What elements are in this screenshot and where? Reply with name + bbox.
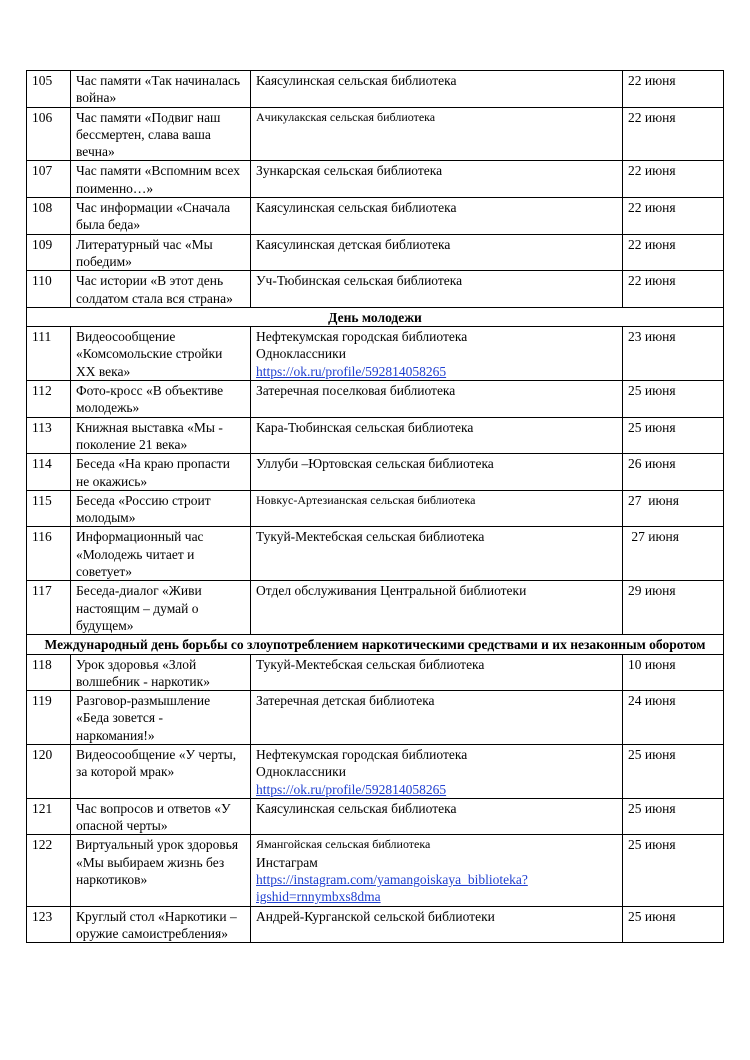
event-date: 25 июня <box>623 798 724 835</box>
row-number: 112 <box>27 381 71 418</box>
table-row <box>27 198 724 235</box>
venue-name: Каясулинская сельская библиотека <box>256 200 457 216</box>
event-venue-cell <box>251 581 623 635</box>
row-number: 114 <box>27 454 71 491</box>
table-row <box>27 417 724 454</box>
table-row <box>27 835 724 906</box>
event-date: 22 июня <box>623 107 724 161</box>
venue-name: Новкус-Артезианская сельская библиотека <box>256 492 476 507</box>
event-date: 22 июня <box>623 271 724 308</box>
event-venue-cell <box>251 107 623 161</box>
event-venue-cell <box>251 654 623 691</box>
venue-name: Нефтекумская городская библиотека <box>256 329 468 345</box>
event-title: Беседа «На краю пропасти не окажись» <box>71 454 251 491</box>
event-venue-cell <box>251 381 623 418</box>
row-number: 113 <box>27 417 71 454</box>
table-row <box>27 490 724 527</box>
section-heading-row <box>27 307 724 326</box>
event-date: 26 июня <box>623 454 724 491</box>
event-date: 25 июня <box>623 835 724 906</box>
venue-platform: Одноклассники <box>256 346 346 362</box>
table-row <box>27 798 724 835</box>
section-heading: Международный день борьбы со злоупотреблением наркотическими средствами и их незаконным оборотом <box>27 635 724 654</box>
row-number: 119 <box>27 691 71 745</box>
events-table-body <box>27 71 724 943</box>
venue-name: Затеречная поселковая библиотека <box>256 383 456 399</box>
venue-name: Зункарская сельская библиотека <box>256 163 443 179</box>
table-row <box>27 107 724 161</box>
event-date: 22 июня <box>623 161 724 198</box>
event-title: Час истории «В этот день солдатом стала вся страна» <box>71 271 251 308</box>
row-number: 105 <box>27 71 71 108</box>
event-title: Видеосообщение «Комсомольские стройки XX века» <box>71 327 251 381</box>
event-date: 22 июня <box>623 198 724 235</box>
event-title: Разговор-размышление «Беда зовется - наркомания!» <box>71 691 251 745</box>
table-row <box>27 691 724 745</box>
event-title: Фото-кросс «В объективе молодежь» <box>71 381 251 418</box>
event-date: 25 июня <box>623 417 724 454</box>
row-number: 118 <box>27 654 71 691</box>
venue-name: Каясулинская сельская библиотека <box>256 73 457 88</box>
venue-link[interactable]: https://ok.ru/profile/592814058265 <box>256 363 447 379</box>
event-venue-cell <box>251 527 623 581</box>
event-title: Беседа «Россию строит молодым» <box>71 490 251 527</box>
section-heading: День молодежи <box>27 307 724 326</box>
event-venue-cell <box>251 798 623 835</box>
event-title: Час вопросов и ответов «У опасной черты» <box>71 798 251 835</box>
row-number: 122 <box>27 835 71 906</box>
table-row <box>27 271 724 308</box>
venue-name: Уллуби –Юртовская сельская библиотека <box>256 456 494 472</box>
table-row <box>27 654 724 691</box>
row-number: 110 <box>27 271 71 308</box>
venue-name: Ачикулакская сельская библиотека <box>256 109 436 124</box>
row-number: 116 <box>27 527 71 581</box>
event-title: Видеосообщение «У черты, за которой мрак» <box>71 744 251 798</box>
event-venue-cell <box>251 835 623 906</box>
event-title: Час информации «Сначала была беда» <box>71 198 251 235</box>
venue-name: Отдел обслуживания Центральной библиотеки <box>256 583 527 599</box>
table-row <box>27 454 724 491</box>
row-number: 107 <box>27 161 71 198</box>
event-venue-cell <box>251 454 623 491</box>
venue-name: Нефтекумская городская библиотека <box>256 746 468 762</box>
venue-name: Затеречная детская библиотека <box>256 693 435 709</box>
event-title: Книжная выставка «Мы - поколение 21 века» <box>71 417 251 454</box>
event-venue-cell <box>251 691 623 745</box>
row-number: 111 <box>27 327 71 381</box>
event-title: Литературный час «Мы победим» <box>71 234 251 271</box>
table-row <box>27 744 724 798</box>
venue-name: Кара-Тюбинская сельская библиотека <box>256 419 474 435</box>
event-venue-cell <box>251 327 623 381</box>
venue-name: Тукуй-Мектебская сельская библиотека <box>256 656 485 672</box>
row-number: 109 <box>27 234 71 271</box>
event-venue-cell <box>251 744 623 798</box>
event-venue-cell <box>251 71 623 108</box>
event-title: Виртуальный урок здоровья «Мы выбираем жизнь без наркотиков» <box>71 835 251 906</box>
venue-platform: Одноклассники <box>256 764 346 780</box>
venue-link[interactable]: https://ok.ru/profile/592814058265 <box>256 781 447 797</box>
event-venue-cell <box>251 271 623 308</box>
event-title: Урок здоровья «Злой волшебник - наркотик» <box>71 654 251 691</box>
event-title: Час памяти «Вспомним всех поименно…» <box>71 161 251 198</box>
event-venue-cell <box>251 906 623 943</box>
event-venue-cell <box>251 234 623 271</box>
events-table <box>26 70 724 943</box>
row-number: 120 <box>27 744 71 798</box>
event-date: 25 июня <box>623 906 724 943</box>
event-date: 23 июня <box>623 327 724 381</box>
event-date: 27 июня <box>623 527 724 581</box>
event-title: Час памяти «Так начиналась война» <box>71 71 251 108</box>
event-date: 29 июня <box>623 581 724 635</box>
venue-name: Каясулинская детская библиотека <box>256 236 451 252</box>
venue-name: Тукуй-Мектебская сельская библиотека <box>256 529 485 545</box>
event-date: 27 июня <box>623 490 724 527</box>
event-date: 25 июня <box>623 744 724 798</box>
table-row <box>27 161 724 198</box>
event-venue-cell <box>251 417 623 454</box>
table-row <box>27 906 724 943</box>
table-row <box>27 71 724 108</box>
row-number: 106 <box>27 107 71 161</box>
event-date: 22 июня <box>623 71 724 108</box>
row-number: 121 <box>27 798 71 835</box>
row-number: 123 <box>27 906 71 943</box>
event-date: 10 июня <box>623 654 724 691</box>
event-date: 24 июня <box>623 691 724 745</box>
event-title: Беседа-диалог «Живи настоящим – думай о будущем» <box>71 581 251 635</box>
venue-platform: Инстаграм <box>256 854 318 870</box>
row-number: 115 <box>27 490 71 527</box>
event-date: 22 июня <box>623 234 724 271</box>
table-row <box>27 581 724 635</box>
table-row <box>27 234 724 271</box>
venue-name: Ямангойская сельская библиотека <box>256 837 431 852</box>
row-number: 117 <box>27 581 71 635</box>
event-date: 25 июня <box>623 381 724 418</box>
event-venue-cell <box>251 161 623 198</box>
table-row <box>27 327 724 381</box>
event-title: Час памяти «Подвиг наш бессмертен, слава ваша вечна» <box>71 107 251 161</box>
venue-link[interactable]: https://instagram.com/yamangoiskaya_biblioteka?igshid=rnnymbxs8dma <box>256 872 528 905</box>
table-row <box>27 381 724 418</box>
table-row <box>27 527 724 581</box>
venue-name: Каясулинская сельская библиотека <box>256 800 457 816</box>
event-venue-cell <box>251 490 623 527</box>
event-venue-cell <box>251 198 623 235</box>
venue-name: Уч-Тюбинская сельская библиотека <box>256 273 463 289</box>
section-heading-row <box>27 635 724 654</box>
venue-name: Андрей-Курганской сельской библиотеки <box>256 908 495 924</box>
event-title: Информационный час «Молодежь читает и советует» <box>71 527 251 581</box>
event-title: Круглый стол «Наркотики – оружие самоистребления» <box>71 906 251 943</box>
row-number: 108 <box>27 198 71 235</box>
